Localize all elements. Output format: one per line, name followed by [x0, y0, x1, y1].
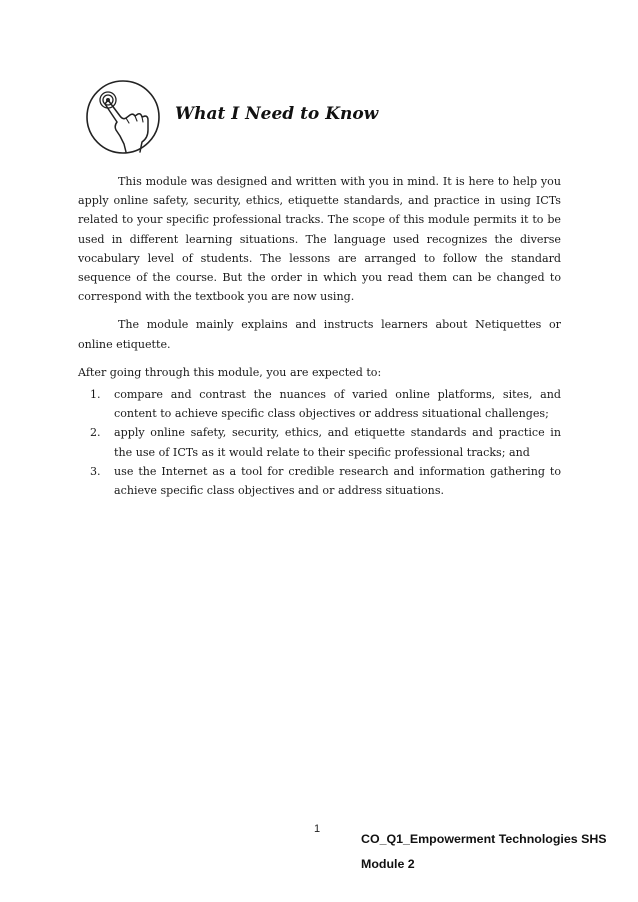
list-item: [90, 385, 561, 423]
list-item-text: apply online safety, security, ethics, and etiquette standards and practice in the use of ICTs as it would relate to their specific professional tracks; and: [114, 426, 561, 459]
list-item: [90, 462, 561, 500]
netiquette-paragraph: The module mainly explains and instructs learners about Netiquettes or online etiquette.: [78, 318, 561, 351]
list-item-number: 3.: [90, 464, 101, 478]
list-item-text: compare and contrast the nuances of varied online platforms, sites, and content to achieve specific class objectives or address situational challenges;: [114, 388, 561, 421]
page-number: 1: [314, 823, 321, 835]
list-item-text: use the Internet as a tool for credible research and information gathering to achieve specific class objectives and or address situations.: [114, 464, 561, 498]
footer-course-label: CO_Q1_Empowerment Technologies SHS: [361, 832, 607, 846]
footer-module-label: Module 2: [361, 857, 415, 871]
page-title: What I Need to Know: [175, 104, 379, 124]
list-item-number: 2.: [90, 426, 101, 440]
section-header: [84, 78, 564, 158]
touch-hand-icon: [84, 78, 162, 156]
intro-paragraph: This module was designed and written with you in mind. It is here to help you apply online safety, security, ethics, etiquette standards, and practice in using ICTs related to your specific professional tracks. The scope of this module permits it to be used in different learning situations. The language used recognizes the diverse vocabulary level of students. The lessons are arranged to follow the standard sequence of the course. But the order in which you read them can be changed to correspond with the textbook you are now using.: [78, 175, 561, 304]
module-content: [78, 172, 561, 500]
objectives-list: [78, 385, 561, 500]
objectives-intro: After going through this module, you are expected to:: [78, 365, 382, 379]
list-item: [90, 423, 561, 461]
list-item-number: 1.: [90, 388, 101, 402]
